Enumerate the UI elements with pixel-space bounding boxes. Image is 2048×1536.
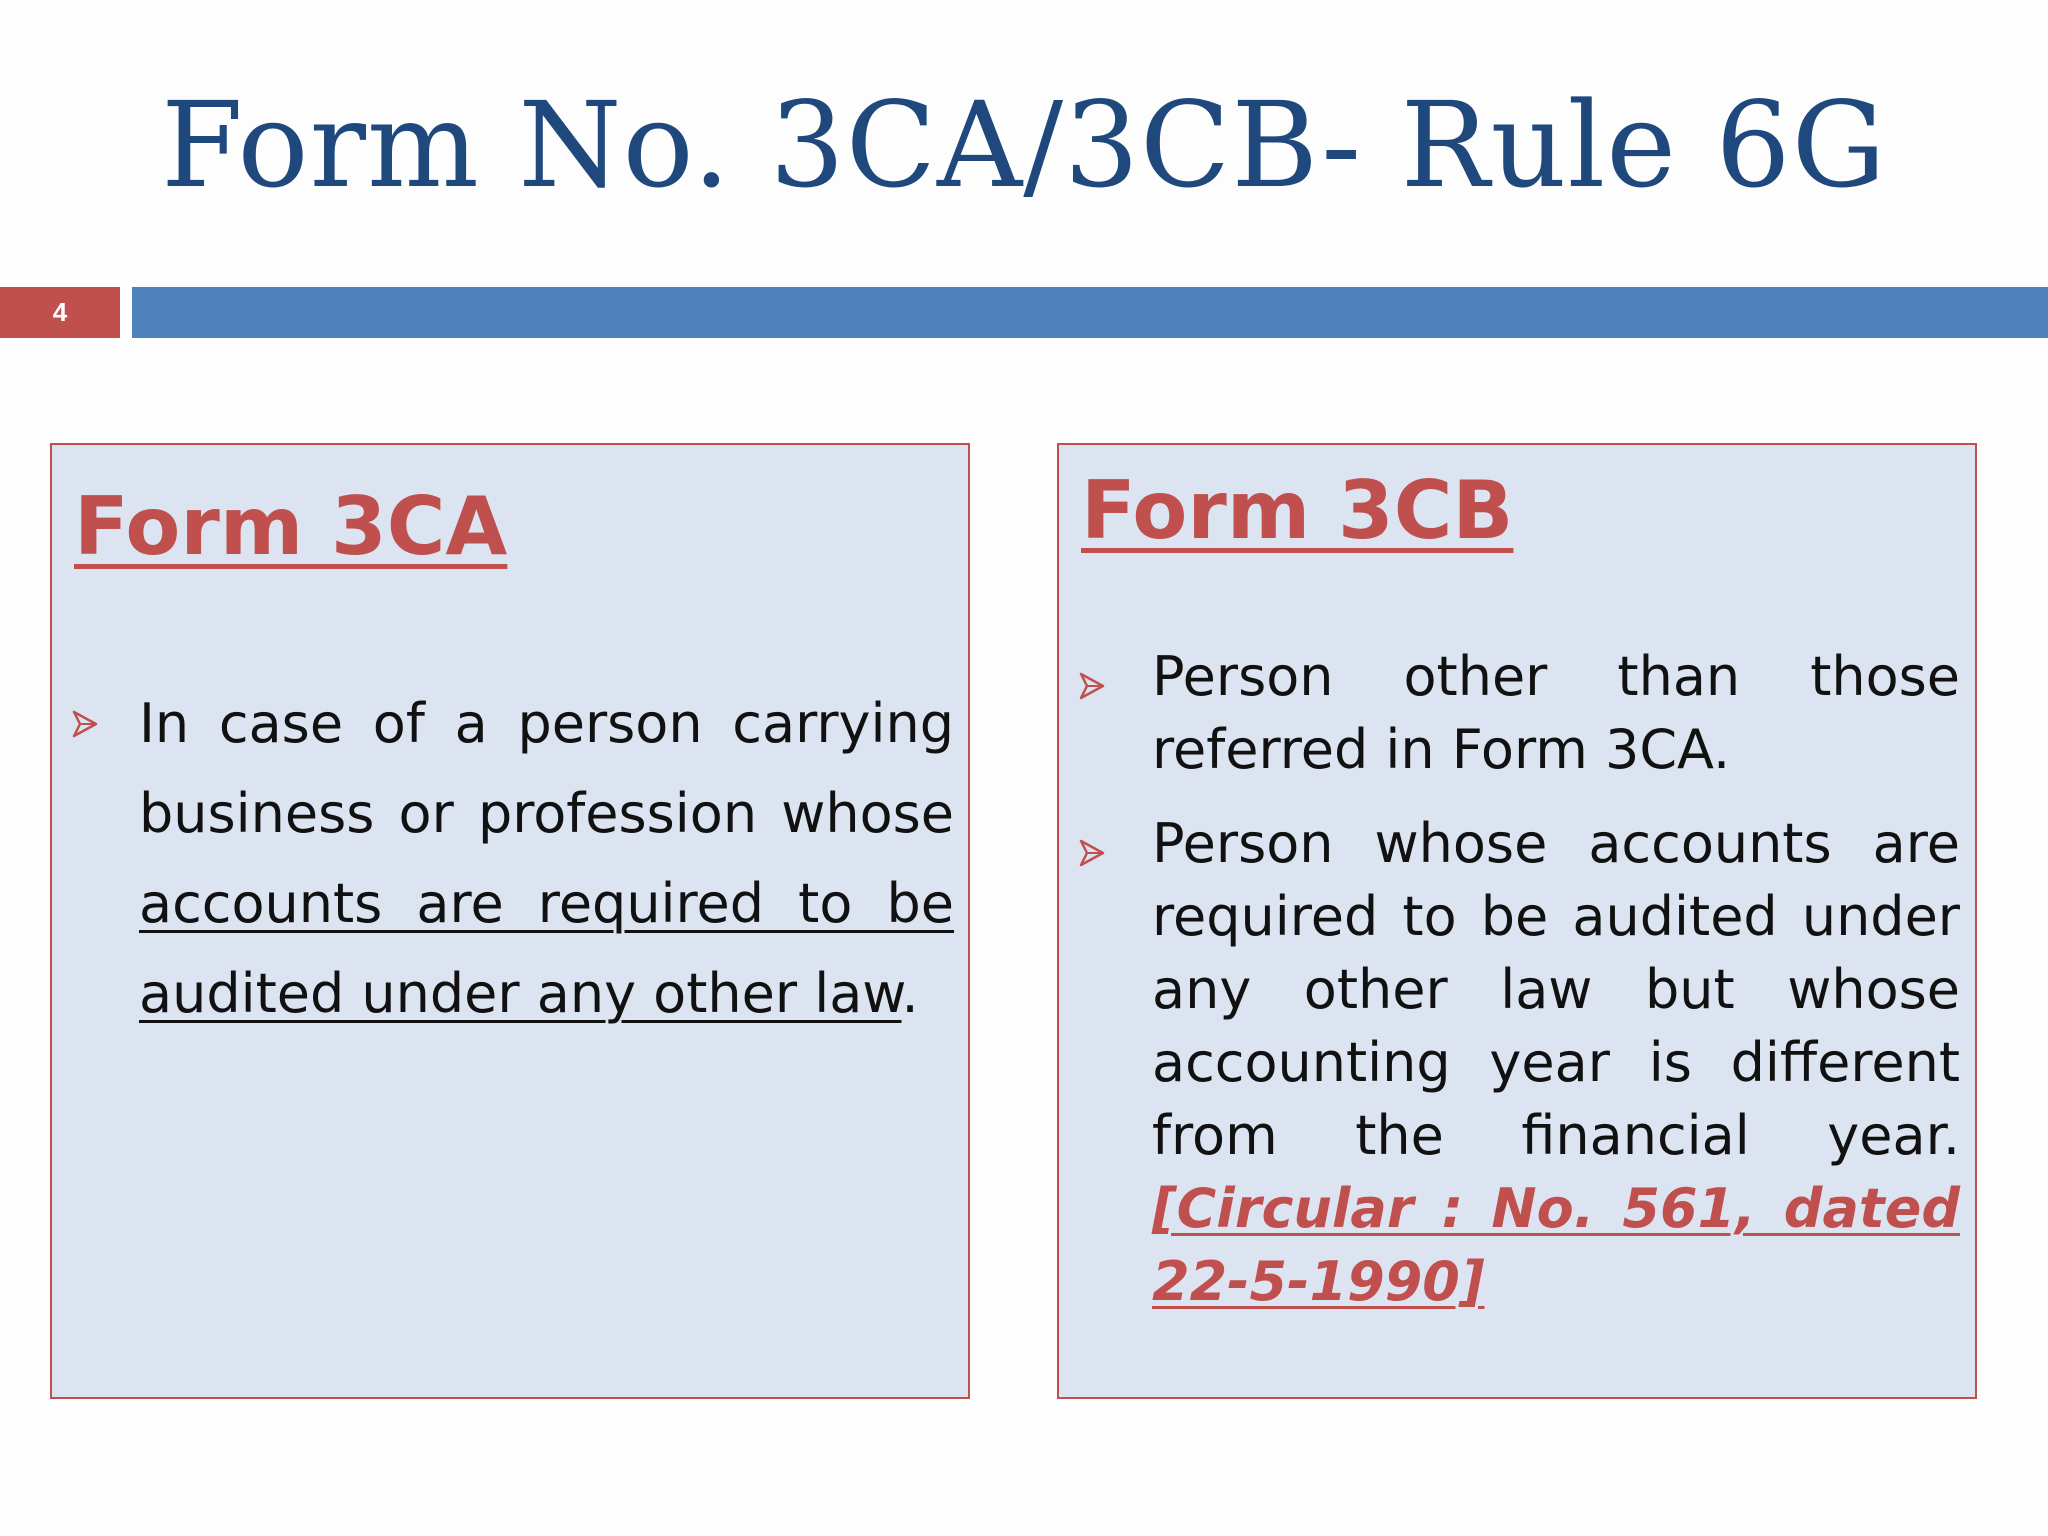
form-3ca-bullet-text bbox=[139, 679, 954, 1039]
title-accent-bar bbox=[132, 287, 2048, 338]
form-3ca-bullet-plain: In case of a person carrying business or profession whose bbox=[139, 692, 954, 845]
form-3cb-bullet-2-text: Person whose accounts are required to be audited under any other law but whose accounting year is different from the financial year. bbox=[1152, 812, 1960, 1167]
arrowhead-bullet-icon bbox=[1079, 671, 1105, 707]
form-3ca-box bbox=[50, 443, 970, 1399]
arrowhead-bullet-icon bbox=[72, 709, 98, 745]
form-3ca-heading: Form 3CA bbox=[74, 480, 508, 573]
arrowhead-bullet-icon bbox=[1079, 838, 1105, 874]
slide-number-marker bbox=[0, 287, 120, 338]
slide-number: 4 bbox=[52, 297, 68, 327]
slide-title: Form No. 3CA/3CB- Rule 6G bbox=[161, 76, 1887, 214]
form-3cb-bullet-2 bbox=[1152, 807, 1960, 1318]
form-3ca-bullet-underlined: accounts are required to be audited under any other law bbox=[139, 872, 954, 1025]
circular-citation: [Circular : No. 561, dated 22-5-1990] bbox=[1152, 1177, 1960, 1313]
form-3cb-bullet-1: Person other than those referred in Form 3CA. bbox=[1152, 645, 1960, 781]
form-3cb-heading: Form 3CB bbox=[1081, 464, 1514, 557]
form-3ca-bullet-end: . bbox=[901, 962, 919, 1025]
form-3cb-box bbox=[1057, 443, 1977, 1399]
